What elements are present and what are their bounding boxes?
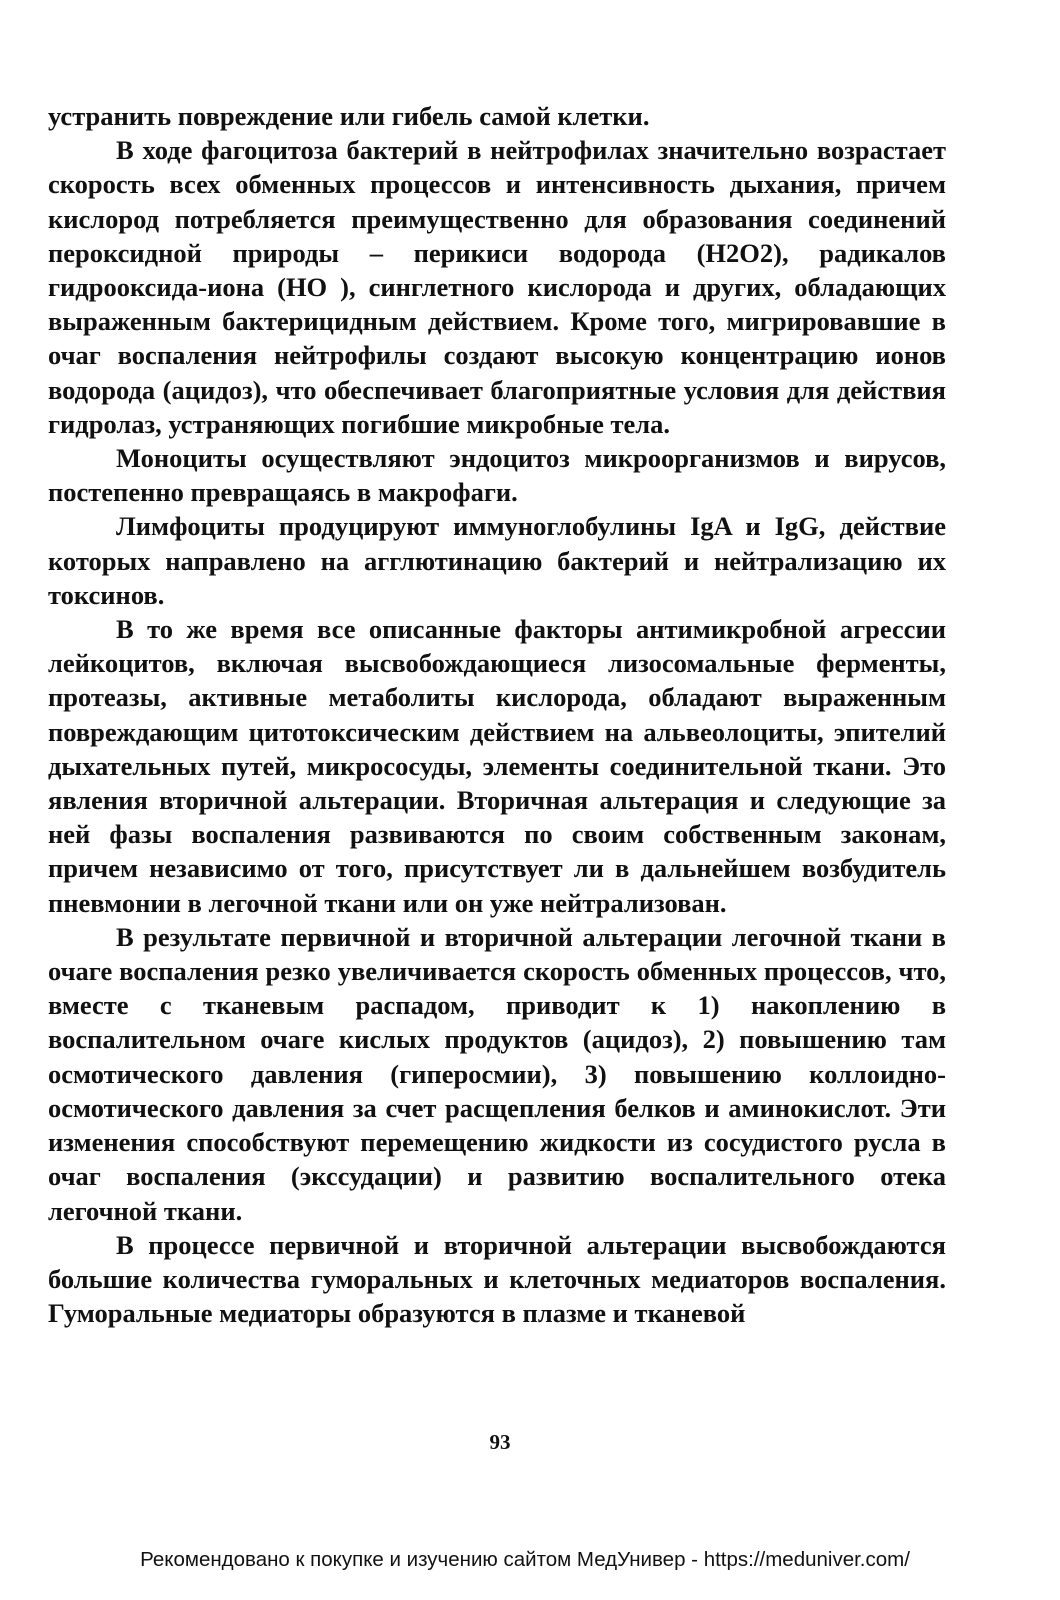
paragraph-lymphocytes: Лимфоциты продуцируют иммуноглобулины IgA и IgG, действие которых направлено на агглютинацию бактерий и нейтрализацию их токсинов. xyxy=(48,511,946,610)
paragraph-phagocytosis: В ходе фагоцитоза бактерий в нейтрофилах значительно возрастает скорость всех обменных процессов и интенсивность дыхания, причем кислород потребляется преимущественно для образования соединений пероксидной природы – перикиси водорода (H2O2), радикалов гидрооксида-иона (HO ), синглетного кислорода и других, обладающих выраженным бактерицидным действием. Кроме того, мигрировавшие в очаг воспаления нейтрофилы создают высокую концентрацию ионов водорода (ацидоз), что обеспечивает благоприятные условия для действия гидролаз, устраняющих погибшие микробные тела. xyxy=(48,135,946,439)
paragraph-exudation: В результате первичной и вторичной альтерации легочной ткани в очаге воспаления резко увеличивается скорость обменных процессов, что, вместе с тканевым распадом, приводит к 1) накоплению в воспалительном очаге кислых продуктов (ацидоз), 2) повышению там осмотического давления (гиперосмии), 3) повышению коллоидно-осмотического давления за счет расщепления белков и аминокислот. Эти изменения способствуют перемещению жидкости из сосудистого русла в очаг воспаления (экссудации) и развитию воспалительного отека легочной ткани. xyxy=(48,921,946,1226)
paragraph-monocytes: Моноциты осуществляют эндоцитоз микроорганизмов и вирусов, постепенно превращаясь в макрофаги. xyxy=(48,443,946,508)
paragraph-mediators: В процессе первичной и вторичной альтерации высвобождаются большие количества гуморальных и клеточных медиаторов воспаления. Гуморальные медиаторы образуются в плазме и тканевой xyxy=(48,1229,946,1329)
paragraph-continuation: устранить повреждение или гибель самой клетки. xyxy=(48,101,650,131)
page-number: 93 xyxy=(489,1430,511,1454)
body-text xyxy=(48,99,946,1330)
footer-recommendation: Рекомендовано к покупке и изучению сайтом МедУнивер - https://meduniver.com/ xyxy=(140,1548,910,1571)
paragraph-secondary-alteration: В то же время все описанные факторы антимикробной агрессии лейкоцитов, включая высвобождающиеся лизосомальные ферменты, протеазы, активные метаболиты кислорода, обладают выраженным повреждающим цитотоксическим действием на альвеолоциты, эпителий дыхательных путей, микрососуды, элементы соединительной ткани. Это явления вторичной альтерации. Вторичная альтерация и следующие за ней фазы воспаления развиваются по своим собственным законам, причем независимо от того, присутствует ли в дальнейшем возбудитель пневмонии в легочной ткани или он уже нейтрализован. xyxy=(48,614,946,918)
